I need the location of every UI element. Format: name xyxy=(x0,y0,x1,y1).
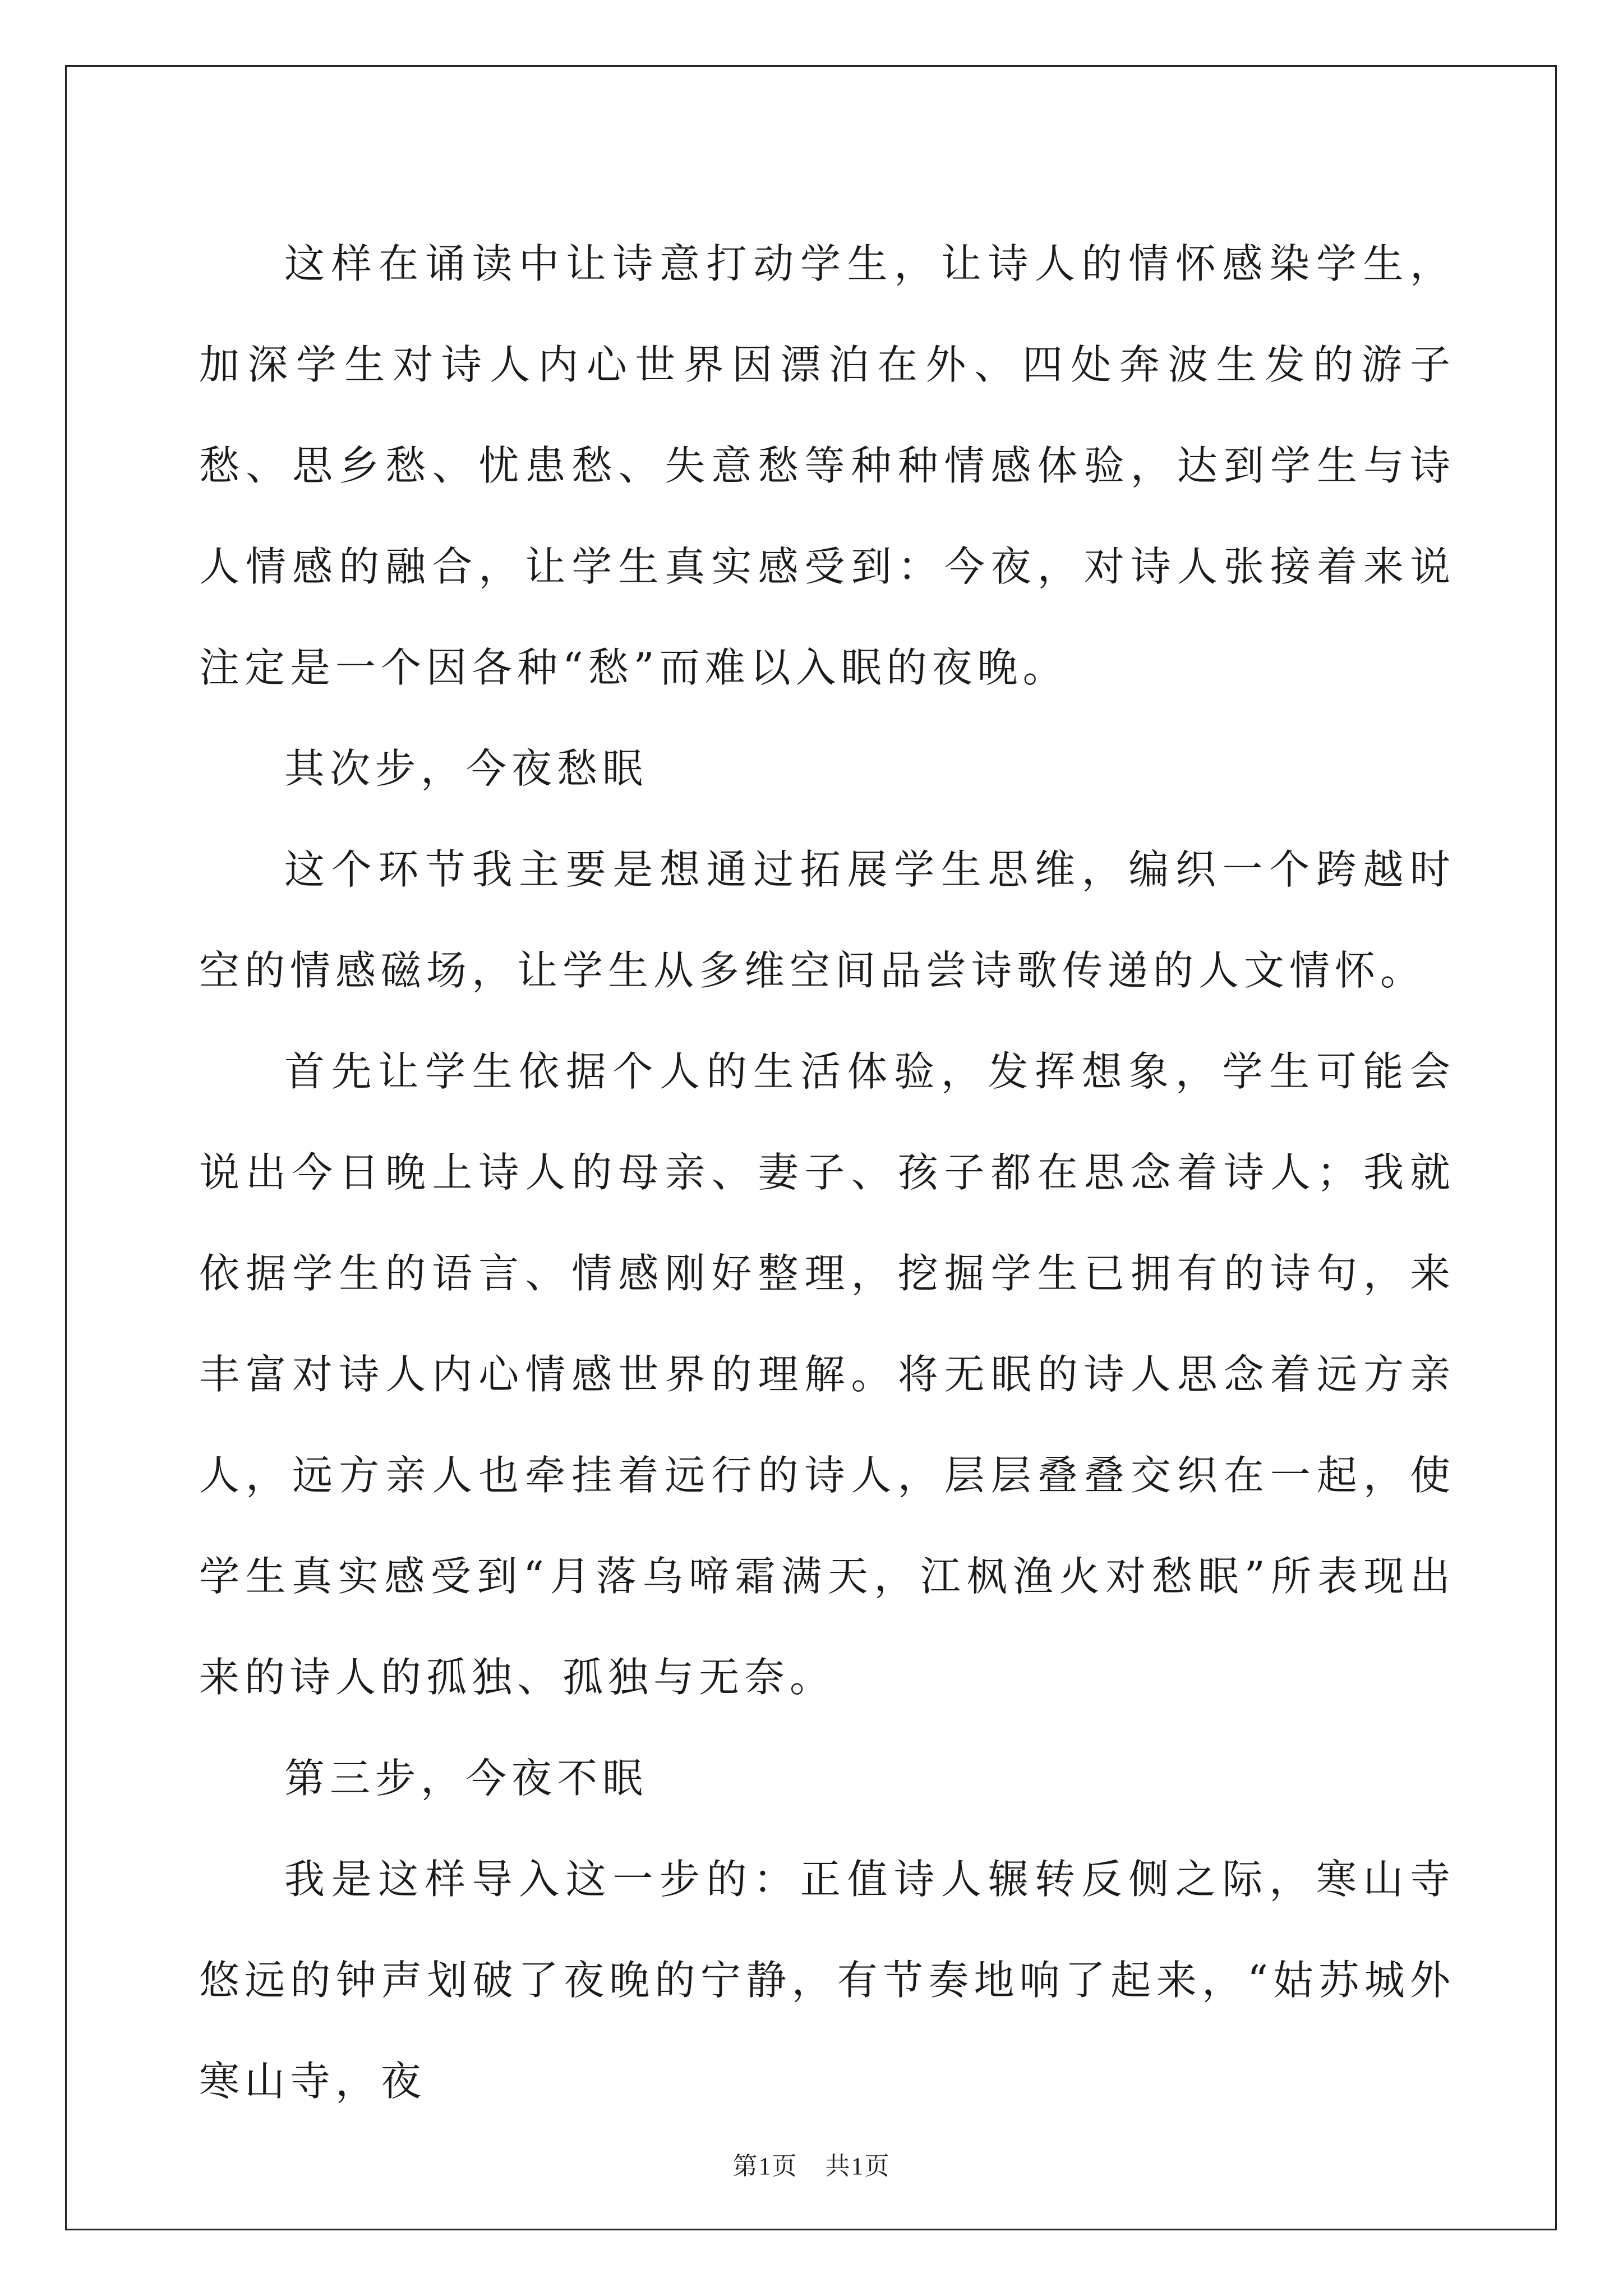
paragraph: 这样在诵读中让诗意打动学生，让诗人的情怀感染学生，加深学生对诗人内心世界因漂泊在外、四处奔波生发的游子愁、思乡愁、忧患愁、失意愁等种种情感体验，达到学生与诗人情感的融合，让学生真实感受到：今夜，对诗人张接着来说注定是一个因各种“愁”而难以入眠的夜晚。 xyxy=(199,240,1455,691)
section-heading: 第三步，今夜不眠 xyxy=(284,1755,648,1802)
page-number: 第1页 xyxy=(732,2152,798,2180)
paragraph: 首先让学生依据个人的生活体验，发挥想象，学生可能会说出今日晚上诗人的母亲、妻子、孩子都在思念着诗人；我就依据学生的语言、情感刚好整理，挖掘学生已拥有的诗句，来丰富对诗人内心情感世界的理解。将无眠的诗人思念着远方亲人，远方亲人也牵挂着远行的诗人，层层叠叠交织在一起，使学生真实感受到“月落乌啼霜满天，江枫渔火对愁眠”所表现出来的诗人的孤独、孤独与无奈。 xyxy=(199,1048,1455,1701)
document-body xyxy=(199,213,1455,2132)
paragraph: 我是这样导入这一步的：正值诗人辗转反侧之际，寒山寺悠远的钟声划破了夜晚的宁静，有节奏地响了起来，“姑苏城外寒山寺，夜 xyxy=(199,1856,1455,2105)
section-heading: 其次步，今夜愁眠 xyxy=(284,745,648,792)
paragraph: 这个环节我主要是想通过拓展学生思维，编织一个跨越时空的情感磁场，让学生从多维空间品尝诗歌传递的人文情怀。 xyxy=(199,846,1455,994)
page-footer xyxy=(0,2146,1623,2182)
page-total: 共1页 xyxy=(825,2152,891,2180)
